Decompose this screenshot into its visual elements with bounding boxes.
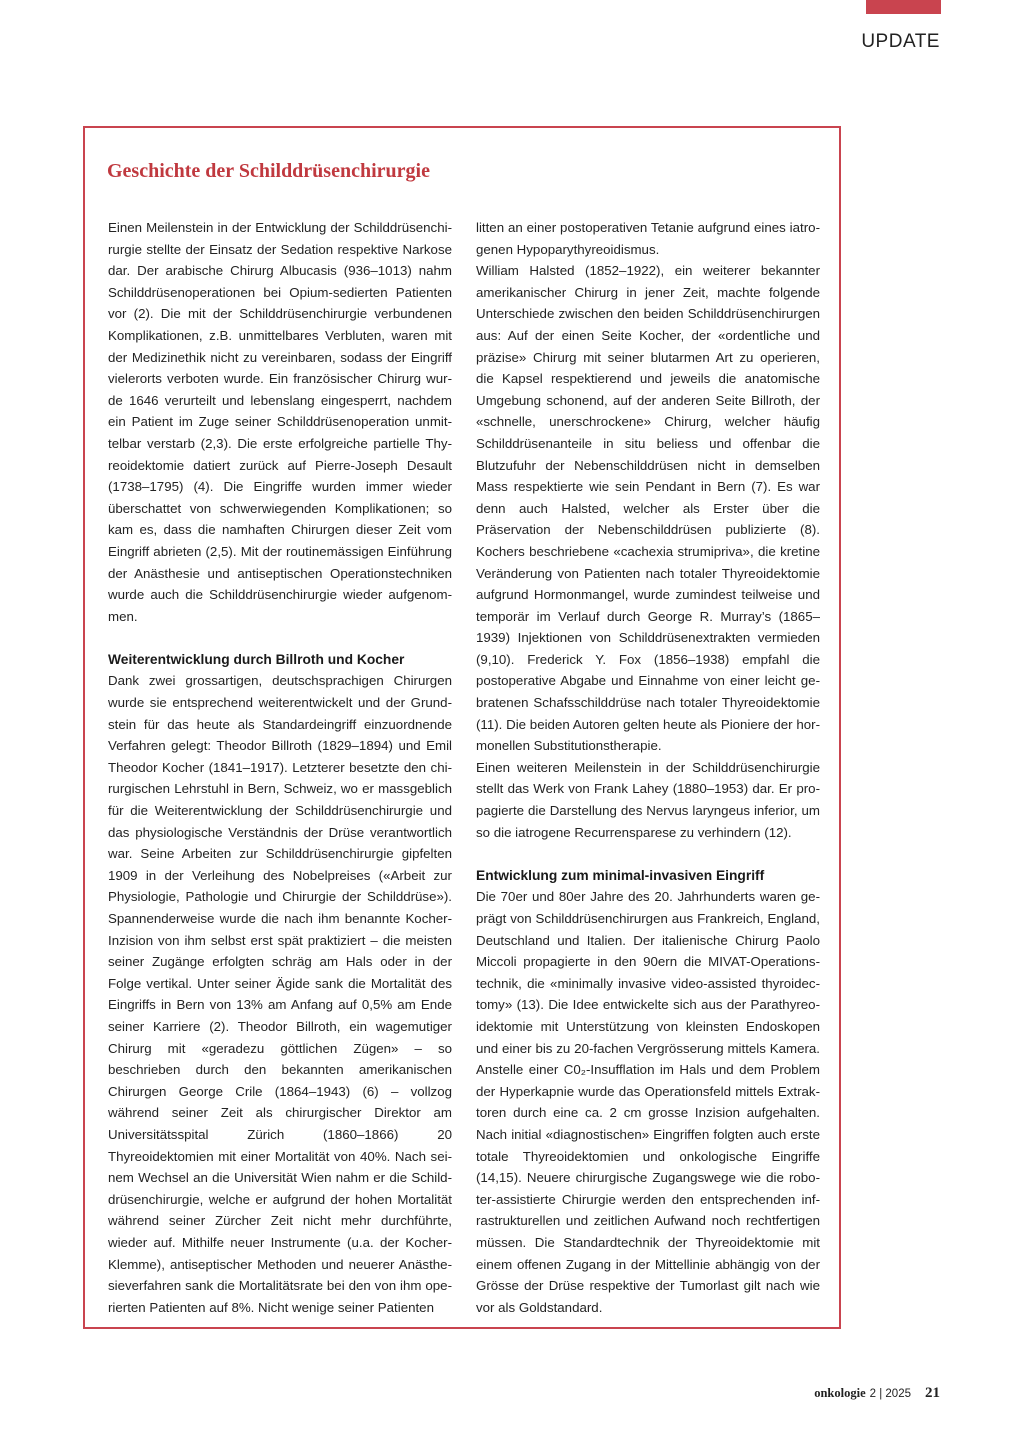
accent-bar	[866, 0, 941, 14]
paragraph: William Halsted (1852–1922), ein weiterer bekannter amerikanischer Chirurg in jener Zeit, machte folgende Unterschiede zwischen den beiden Schilddrüsenchirurgen aus: Auf der einen Seite Kocher, der «ordentliche und präzise» Chirurg mit seiner blutarmen Art zu operieren, die Kapsel respektierend und jeweils die anatomische Umgebung schonend, auf der anderen Seite Billroth, der «schnelle, unerschrockene» Chirurg, welcher häufig Schilddrüsenanteile in situ beliess und offenbar die Blutzufuhr der Nebenschilddrüsen nicht in demselben Mass respektierte wie sein Pendant in Bern (7). Es war denn auch Halsted, welcher als Erster über die Präservation der Nebenschilddrüsen publizierte (8). Kochers beschriebene «cachexia strumipriva», die kretine Veränderung von Patienten nach totaler Thyreoidektomie aufgrund Hormonmangel, wurde zumindest teilweise und temporär im Verlauf durch George R. Murray’s (1865–1939) Injektionen von Schilddrüsenextrakten vermieden (9,10). Frederick Y. Fox (1856–1938) empfahl die postoperative Abgabe und Einnahme von einer leicht gebratenen Schafsschilddrüse nach totaler Thyreoidektomie (11). Die beiden Autoren gelten heute als Pioniere der hormonellen Substitutionstherapie.	[476, 263, 820, 754]
section-heading: Entwicklung zum minimal-invasiven Eingriff	[476, 867, 765, 883]
page-footer	[814, 1384, 940, 1402]
paragraph: Einen weiteren Meilenstein in der Schilddrüsenchirurgie stellt das Werk von Frank Lahey (1880–1953) dar. Er propagierte die Darstellung des Nervus laryngeus inferior, um so die iatrogene Recurrensparese zu verhindern (12).	[476, 759, 820, 840]
page-number: 21	[925, 1385, 940, 1401]
paragraph: Die 70er und 80er Jahre des 20. Jahrhunderts waren geprägt von Schilddrüsenchirurgen aus Frankreich, England, Deutschland und Italien. Der italienische Chirurg Paolo Miccoli propagierte in den 90ern die MIVAT-Operationstechnik, die «minimally invasive video-assisted thyroidectomy» (13). Die Idee entwickelte sich aus der Parathyreoidektomie mit Unterstützung von kleinsten Endoskopen und einer bis zu 20-fachen Vergrösserung mittels Kamera. Anstelle einer C0₂-Insufflation im Hals und dem Problem der Hyperkapnie wurde das Operationsfeld mittels Extraktoren durch eine ca. 2 cm grosse Inzision aufgehalten. Nach initial «diagnostischen» Eingriffen folgten auch erste totale Thyreoidektomien und onkologische Eingriffe (14,15). Neuere chirurgische Zugangswege wie die roboter-assistierte Chirurgie werden den entsprechenden infrastrukturellen und zeitlichen Aufwand noch rechtfertigen müssen. Die Standardtechnik der Thyreoidektomie mit einem offenen Zugang in der Mittellinie abhängig von der Grösse der Drüse respektive der Tumorlast gilt nach wie vor als Goldstandard.	[476, 889, 820, 1315]
journal-name: onkologie	[814, 1386, 866, 1400]
section-label: UPDATE	[861, 31, 940, 52]
right-column	[476, 217, 820, 1318]
box-title: Geschichte der Schilddrüsenchirurgie	[107, 160, 430, 182]
issue-number: 2 | 2025	[869, 1388, 911, 1400]
paragraph: litten an einer postoperativen Tetanie aufgrund eines iatrogenen Hypoparythyreoidismus.	[476, 220, 820, 257]
paragraph: Dank zwei grossartigen, deutschsprachigen Chirurgen wurde sie entsprechend weiterentwickelt und der Grundstein für das heute als Standardeingriff einzuordnende Verfahren gelegt: Theodor Billroth (1829–1894) und Emil Theodor Kocher (1841–1917). Letzterer besetzte den chirurgischen Lehrstuhl in Bern, Schweiz, wo er massgeblich für die Weiterentwicklung der Schilddrüsenchirurgie und das physiologische Verständnis der Drüse verantwortlich war. Seine Arbeiten zur Schilddrüsenchirurgie gipfelten 1909 in der Verleihung des Nobelpreises («Arbeit zur Physiologie, Pathologie und Chirurgie der Schilddrüse»). Spannenderweise wurde die nach ihm benannte Kocher-Inzision von ihm selbst erst spät praktiziert – die meisten seiner Zugänge erfolgten schräg am Hals oder in der Folge vertikal. Unter seiner Ägide sank die Mortalität des Eingriffs in Bern von 13% am Anfang auf 0,5% am Ende seiner Karriere (2). Theodor Billroth, ein wagemutiger Chirurg mit «geradezu göttlichen Zügen» – so beschrieben durch den bekannten amerikanischen Chirurgen George Crile (1864–1943) (6) – vollzog während seiner Zeit als chirurgischer Direktor am Universitätsspital Zürich (1860–1866) 20 Thyreoidektomien mit einer Mortalität von 40%. Nach seinem Wechsel an die Universität Wien nahm er die Schilddrüsenchirurgie, welche er aufgrund der hohen Mortalität während seiner Zürcher Zeit nicht mehr durchführte, wieder auf. Mithilfe neuer Instrumente (u.a. der Kocher-Klemme), antiseptischer Methoden und neuerer Anästhesieverfahren sank die Mortalitätsrate bei den von ihm operierten Patienten auf 8%. Nicht wenige seiner Patienten	[108, 673, 452, 1315]
section-heading: Weiterentwicklung durch Billroth und Kocher	[108, 651, 405, 667]
paragraph: Einen Meilenstein in der Entwicklung der Schilddrüsenchirurgie stellte der Einsatz der Sedation respektive Narkose dar. Der arabische Chirurg Albucasis (936–1013) nahm Schilddrüsenoperationen bei Opium-sedierten Patienten vor (2). Die mit der Schilddrüsenchirurgie verbundenen Komplikationen, z.B. unmittelbares Verbluten, waren mit der Medizinethik nicht zu vereinbaren, sodass der Eingriff vielerorts verboten wurde. Ein französischer Chirurg wurde 1646 verurteilt und lebenslang eingesperrt, nachdem ein Patient im Zuge seiner Schilddrüsenoperation unmittelbar verstarb (2,3). Die erste erfolgreiche partielle Thyreoidektomie datiert zurück auf Pierre-Joseph Desault (1738–1795) (4). Die Eingriffe wurden immer wieder überschattet von schwerwiegenden Komplikationen; so kam es, dass die namhaften Chirurgen dieser Zeit vom Eingriff abrieten (2,5). Mit der routinemässigen Einführung der Anästhesie und antiseptischen Operationstechniken wurde auch die Schilddrüsenchirurgie wieder aufgenommen.	[108, 220, 452, 624]
left-column	[108, 217, 452, 1318]
